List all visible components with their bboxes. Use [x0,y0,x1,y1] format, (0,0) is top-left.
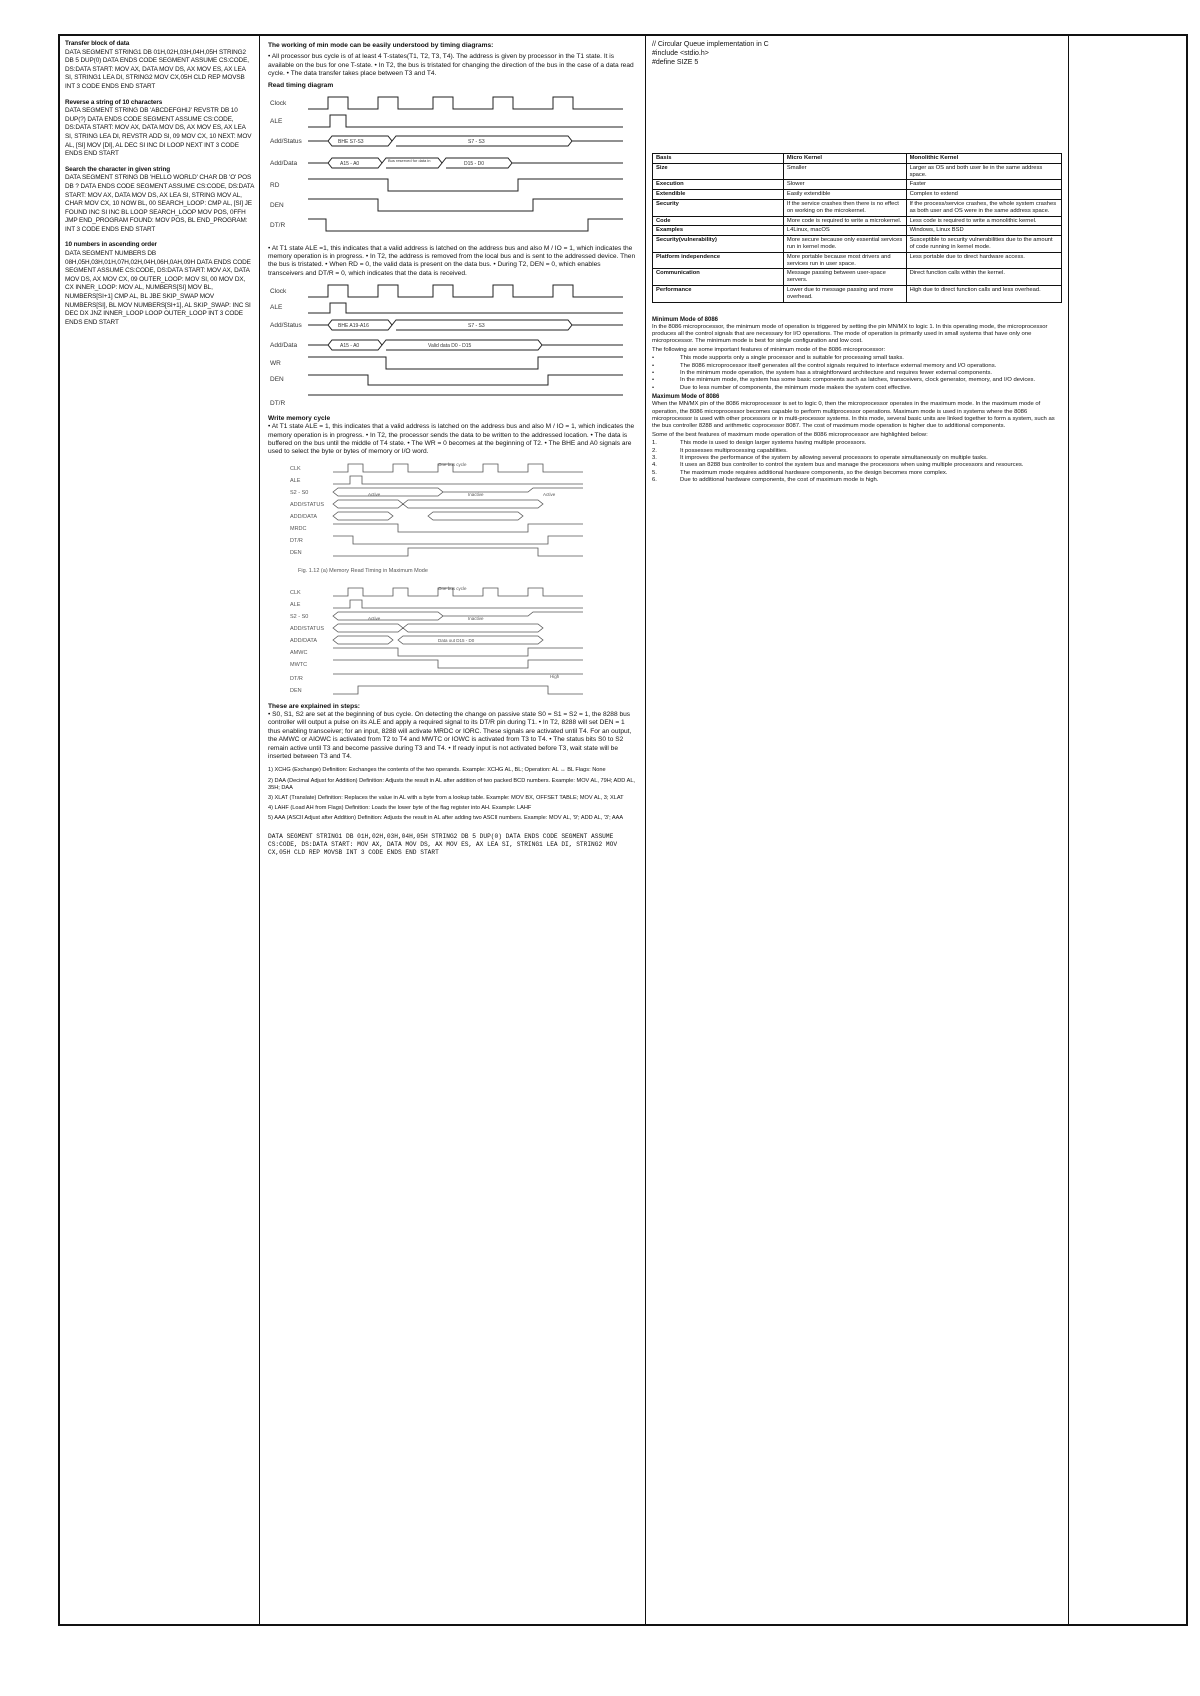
diag3-ale-wave [333,476,583,484]
min-mode-list-title: The following are some important features of minimum mode of the 8086 microprocessor: [652,346,886,353]
diag1-den-label: DEN [270,201,284,209]
diag2-seg3: A15 - A0 [340,343,360,350]
table-cell: Susceptible to security vulnerabilities due to the amount of code running in kernel mode. [906,236,1061,253]
column-assembly-programs [60,36,260,1624]
diag4-mwtc-label: MWTC [290,661,308,668]
diag3-dtr-label: DT/R [290,537,303,544]
diag1-rd-label: RD [270,181,280,189]
list-text: It improves the performance of the system by allowing several processors to operate simultaneously on multiple tasks. [680,455,988,462]
table-header-micro: Micro Kernel [783,154,906,164]
list-item [652,377,1062,384]
diag3-dtr-wave [333,536,583,544]
list-text: This mode is used to design larger systems having multiple processors. [680,440,867,447]
diag4-l3: Active [368,615,381,621]
table-cell: Message passing between user-space servers. [783,269,906,286]
diag1-clock-wave [308,97,623,109]
list-text: It possesses multiprocessing capabilities. [680,447,788,454]
program-title: Reverse a string of 10 characters [65,98,163,106]
diag1-clock-label: Clock [270,99,287,107]
diag3-ads-label: ADD/STATUS [290,501,325,508]
program-block [65,40,254,92]
list-number: 3. [652,455,657,462]
table-cell: Code [653,216,784,226]
diag2-clock-wave [308,285,623,297]
diag2-den-wave [308,375,623,385]
max-mode-read-diagram [288,460,588,580]
max-mode-list [652,440,1062,484]
program-code: DATA SEGMENT STRING DB 'HELLO WORLD' CHAR DB 'O' POS DB ? DATA ENDS CODE SEGMENT ASSUME CS:CODE, DS:DATA START: MOV AX, DATA MOV DS, AX LEA SI, STRING MOV AL, CHAR MOV CX, 10 NOW BL, 00 SEARCH_LOOP: CMP AL, [SI] JE FOUND INC SI INC BL LOOP SEARCH_LOOP MOV POS, 0FFH JMP END_PROGRAM FOUND: MOV POS, BL END_PROGRAM: INT 3 CODE ENDS END START [65,174,254,233]
diag3-l3: Inactive [468,491,484,497]
list-text: In the minimum mode operation, the system has a straightforward architecture and requires fewer external components. [680,369,993,376]
table-cell: More portable because most drivers and services run in user space. [783,252,906,269]
bullet-icon: • [652,362,655,369]
instruction-note: 2) DAA (Decimal Adjust for Addition) Definition: Adjusts the result in AL after addition of two packed BCD numbers. Example: MOV AL, 79H; ADD AL, 35H; DAA [268,777,635,791]
list-text: The 8086 microprocessor itself generates all the control signals required to interface external memory and I/O operations. [680,362,997,369]
list-number: 1. [652,440,657,447]
steps-body: • S0, S1, S2 are set at the beginning of bus cycle. On detecting the change on passive state S0 = S1 = S2 = 1, the 8288 bus controller will output a pulse on its ALE and apply a required signal to its DT/R pin during T1. • In T2, 8288 will set DEN = 1 thus enabling transceiver; for an input, 8288 will activate MRDC or IORC. These signals are activated until T4. For an output, the AMWC or AIOWC is activated from T2 to T4 and MWTC or IOWC is activated from T3 to T4. • The status bits S0 to S2 remain active until T3 and become passive during T3 and T4. • If ready input is not activated before T3, wait state will be inserted between T3 and T4. [268,710,632,760]
diag3-l2: Active [368,491,381,497]
read-timing-diagram [268,91,628,241]
diag2-wr-wave [308,357,623,369]
diag4-l1: One bus cycle [438,585,467,591]
diag1-seg4: Bus reserved for data in [388,157,431,163]
diag3-add-bus [333,512,523,520]
program-title: Transfer block of data [65,40,130,47]
column-empty [1069,36,1188,1624]
diag2-ale-wave [308,303,623,313]
diag4-dtr-label: DT/R [290,675,303,682]
table-row [653,216,1062,226]
diag3-mrdc-wave [333,524,583,532]
document-sheet [58,34,1188,1626]
table-cell: Security(vulnerability) [653,236,784,253]
diag4-clk-label: CLK [290,589,301,596]
diag1-rd-wave [308,179,623,191]
diag2-ad-label: Add/Data [270,342,298,350]
column-kernel-and-modes [646,36,1069,1624]
read-timing-title: Read timing diagram [268,81,334,89]
table-row [653,252,1062,269]
intro-body: • All processor bus cycle is of at least 4 T-states(T1, T2, T3, T4). The address is given by processor in the T1 state. It is available on the bus for one T-state. • In T2, the bus is tristated for changing the direction of the bus in the case of a data read cycle. • The data transfer takes place between T3 and T4. [268,53,634,78]
bullet-icon: • [652,377,655,384]
diag4-den-label: DEN [290,687,302,694]
c-code-header [652,40,1062,67]
write-timing-diagram [268,281,628,411]
table-cell: Examples [653,226,784,236]
table-cell: Less code is required to write a monolithic kernel. [906,216,1061,226]
diag1-seg1: BHE S7-S3 [338,138,364,145]
list-item [652,448,1062,455]
list-text: This mode supports only a single processor and is suitable for processing small tasks. [680,355,904,362]
diag2-ale-label: ALE [270,304,283,312]
bullet-icon: • [652,369,655,376]
table-cell: Lower due to message passing and more overhead. [783,285,906,302]
table-row [653,269,1062,286]
diag4-add-label: ADD/DATA [290,637,317,644]
list-item [652,470,1062,477]
min-mode-body: In the 8086 microprocessor, the minimum mode of operation is triggered by setting the pin MN/MX to logic 1. In this operating mode, the microprocessor produces all the control signals that are necessary for I/O operations. The mode of operation is primarily used in small systems that have only one microprocessor. The minimum mode is best for single configuration and low cost. [652,323,1048,345]
table-row [653,199,1062,216]
table-cell: L4Linux, macOS [783,226,906,236]
table-cell: Less portable due to direct hardware access. [906,252,1061,269]
diag3-ale-label: ALE [290,477,301,484]
list-item [652,385,1062,392]
diag4-ale-wave [333,600,583,608]
diag1-dtr-label: DT/R [270,221,286,229]
list-number: 4. [652,462,657,469]
diag3-clk-label: CLK [290,465,301,472]
table-row [653,236,1062,253]
max-mode-body: When the MN/MX pin of the 8086 microprocessor is set to logic 0, then the microprocessor operates in the maximum mode. In the maximum mode of operation, the 8086 microprocessor becomes capable to perform multiprocessor operations. Maximum mode is used in systems where the 8086 microprocessor is used with other processors or in multi-processor systems. In this mode, several basic units are linked together to form a system, such as the bus controller 8288 and arithmetic coprocessor 8087. The cost of maximum mode operation is higher due to additional components. [652,401,1055,430]
table-cell: If the service crashes then there is no effect on working on the microkernel. [783,199,906,216]
list-text: In the minimum mode, the system has some basic components such as latches, transceivers, clock generator, memory, and I/O devices. [680,377,1036,384]
table-header-row [653,154,1062,164]
program-title: 10 numbers in ascending order [65,241,157,249]
diag4-ads-label: ADD/STATUS [290,625,325,632]
table-cell: Windows, Linux BSD [906,226,1061,236]
max-mode-write-diagram [288,584,588,699]
table-cell: Extendible [653,190,784,200]
instruction-note: 1) XCHG (Exchange) Definition: Exchanges the contents of the two operands. Example: XCHG AL, BL; Operation: AL ↔ BL Flags: None [268,767,606,774]
write-cycle-title: Write memory cycle [268,415,331,423]
table-cell: Communication [653,269,784,286]
diag1-seg5: D15 - D0 [464,160,485,167]
table-cell: Security [653,199,784,216]
diag2-as-label: Add/Status [270,322,302,330]
table-cell: Platform independence [653,252,784,269]
diag1-dtr-wave [308,219,623,231]
program-block [65,241,254,327]
diag4-s-label: S2 - S0 [290,613,309,620]
list-number: 5. [652,469,657,476]
table-cell: Slower [783,180,906,190]
table-header-mono: Monolithic Kernel [906,154,1061,164]
diag4-amwc-wave [333,648,583,656]
list-item [652,455,1062,462]
diag1-den-wave [308,199,623,211]
table-header-basis: Basis [653,154,784,164]
table-cell: Easily extendible [783,190,906,200]
list-text: Due to additional hardware components, the cost of maximum mode is high. [680,477,879,484]
min-mode-title: Minimum Mode of 8086 [652,316,719,323]
program-block [65,99,254,159]
program-block [65,166,254,235]
table-cell: Smaller [783,163,906,180]
table-cell: Performance [653,285,784,302]
diag4-mwtc-wave [333,660,583,668]
code-header-line: #define SIZE 5 [652,59,699,66]
table-cell: More code is required to write a microkernel. [783,216,906,226]
diag3-l4: Active [543,491,556,497]
list-item [652,440,1062,447]
table-cell: Larger as OS and both user lie in the same address space. [906,163,1061,180]
diag3-s-label: S2 - S0 [290,489,309,496]
list-item [652,363,1062,370]
diag2-seg1: BHE A19-A16 [338,323,369,330]
diag4-l4: Inactive [468,615,484,621]
diag3-l1: One bus cycle [438,461,467,467]
diag1-seg2: S7 - S3 [468,138,485,145]
table-row [653,226,1062,236]
code-header-line: // Circular Queue implementation in C [652,41,769,48]
list-number: 6. [652,477,657,484]
list-text: The maximum mode requires additional hardware components, so the design becomes more complex. [680,469,948,476]
diag1-ad-label: Add/Data [270,159,298,167]
table-cell: Execution [653,180,784,190]
diag4-l5: High [550,673,560,679]
diag4-ads-bus [333,624,543,632]
diag1-seg3: A15 - A0 [340,160,360,167]
steps-title: These are explained in steps: [268,702,360,710]
bullet-icon: • [652,355,655,362]
list-item [652,370,1062,377]
table-cell: Size [653,163,784,180]
diag2-seg4: Valid data D0 - D15 [428,343,472,350]
diag2-den-label: DEN [270,376,284,384]
table-cell: If the process/service crashes, the whole system crashes as both user and OS were in the same address space. [906,199,1061,216]
max-mode-list-title: Some of the best features of maximum mode operation of the 8086 microprocessor are highlighted below: [652,431,928,438]
diag1-ale-wave [308,115,623,127]
list-item [652,477,1062,484]
diag4-den-wave [333,686,583,694]
instruction-note: 4) LAHF (Load AH from Flags) Definition: Loads the lower byte of the flag register into AH. Example: LAHF [268,805,532,812]
program-title: Search the character in given string [65,165,171,173]
list-text: It uses an 8288 bus controller to control the system bus and manage the processors when using multiple processors and resources. [680,462,1024,469]
table-row [653,163,1062,180]
diag3-ads-bus [333,500,543,508]
intro-title: The working of min mode can be easily understood by timing diagrams: [268,42,494,49]
diag4-amwc-label: AMWC [290,649,308,656]
diag3-den-label: DEN [290,549,302,556]
instruction-notes [268,767,637,822]
program-code: DATA SEGMENT NUMBERS DB 08H,05H,03H,01H,07H,02H,04H,06H,0AH,09H DATA ENDS CODE SEGMENT ASSUME CS:CODE, DS:DATA START: MOV AX, DATA MOV DS, AX MOV CX, 09 OUTER_LOOP: MOV SI, 00 MOV DX, CX INNER_LOOP: MOV AL, NUMBERS[SI] MOV BL, NUMBERS[SI+1] CMP AL, BL JBE SKIP_SWAP MOV NUMBERS[SI], BL MOV NUMBERS[SI+1], AL SKIP_SWAP: INC SI DEC DX JNZ INNER_LOOP LOOP OUTER_LOOP INT 3 CODE ENDS END START [65,250,251,326]
diag4-l2: Data out D15 - D0 [438,637,475,643]
diag3-mrdc-label: MRDC [290,525,307,532]
diag3-den-wave [333,548,583,556]
write-body: • At T1 state ALE = 1, this indicates that a valid address is latched on the address bus and also M / IO = 1, which indicates the memory operation is in progress. • In T2, the processor sends the data to be written to the addressed location. • The data is buffered on the bus until the middle of T4 state. • The WR = 0 becomes at the beginning of T2. • The BHE and A0 signals are used to select the byte or bytes of memory or I/O word. [268,423,635,456]
program-code: DATA SEGMENT STRING DB 'ABCDEFGHIJ' REVSTR DB 10 DUP(?) DATA ENDS CODE SEGMENT ASSUME CS:CODE, DS:DATA START: MOV AX, DATA MOV DS, AX MOV ES, AX LEA SI, STRING LEA DI, REVSTR ADD SI, 09 MOV CX, 10 NEXT: MOV AL, [SI] MOV [DI], AL DEC SI INC DI LOOP NEXT INT 3 CODE ENDS END START [65,107,252,158]
diag3-add-label: ADD/DATA [290,513,317,520]
diag2-wr-label: WR [270,360,281,368]
table-cell: Direct function calls within the kernel. [906,269,1061,286]
list-item [652,355,1062,362]
diag2-seg2: S7 - S3 [468,323,485,330]
table-row [653,190,1062,200]
instruction-note: 3) XLAT (Translate) Definition: Replaces the value in AL with a byte from a lookup table. Example: MOV BX, OFFSET TABLE; MOV AL, 3; XLAT [268,794,624,801]
diag3-caption: Fig. 1.12 (a) Memory Read Timing in Maximum Mode [298,567,428,574]
program-code: DATA SEGMENT STRING1 DB 01H,02H,03H,04H,05H STRING2 DB 5 DUP(0) DATA ENDS CODE SEGMENT ASSUME CS:CODE, DS:DATA START: MOV AX, DATA MOV DS, AX MOV ES, AX LEA SI, STRING1 LEA DI, STRING2 MOV CX,05H CLD REP MOVSB INT 3 CODE ENDS END START [65,48,249,90]
bullet-icon: • [652,384,655,391]
diag1-ale-label: ALE [270,117,283,125]
table-cell: More secure because only essential services run in kernel mode. [783,236,906,253]
table-cell: High due to direct function calls and less overhead. [906,285,1061,302]
table-row [653,285,1062,302]
diag2-clock-label: Clock [270,288,287,296]
read-body: • At T1 state ALE =1, this indicates that a valid address is latched on the address bus and also M / IO = 1, which indicates the memory operation is in progress. • In T2, the address is removed from the local bus and is sent to the addressed device. Then the bus is tristated. • When RD = 0, the valid data is present on the data bus. • During T2, DEN = 0, which enables transceivers and DT/R = 0, which indicates that the data is received. [268,244,636,277]
diag1-as-label: Add/Status [270,137,302,145]
code-footer: DATA SEGMENT STRING1 DB 01H,02H,03H,04H,05H STRING2 DB 5 DUP(0) DATA ENDS CODE SEGMENT ASSUME CS:CODE, DS:DATA START: MOV AX, DATA MOV DS, AX MOV ES, AX LEA SI, STRING1 LEA DI, STRING2 MOV CX,05H CLD REP MOVSB INT 3 CODE ENDS END START [268,832,618,856]
kernel-comparison-table [652,153,1062,303]
table-row [653,180,1062,190]
table-cell: Faster [906,180,1061,190]
list-item [652,462,1062,469]
list-number: 2. [652,447,657,454]
list-text: Due to less number of components, the minimum mode makes the system cost effective. [680,384,912,391]
diag2-dtr-label: DT/R [270,400,286,408]
instruction-note: 5) AAA (ASCII Adjust after Addition) Definition: Adjusts the result in AL after adding two ASCII numbers. Example: MOV AL, '9'; ADD AL, '3'; AAA [268,815,624,822]
diag4-ale-label: ALE [290,601,301,608]
code-header-line: #include <stdio.h> [652,50,709,57]
table-cell: Complex to extend [906,190,1061,200]
min-mode-list [652,355,1062,392]
max-mode-title: Maximum Mode of 8086 [652,394,720,401]
column-timing-diagrams [260,36,646,1624]
